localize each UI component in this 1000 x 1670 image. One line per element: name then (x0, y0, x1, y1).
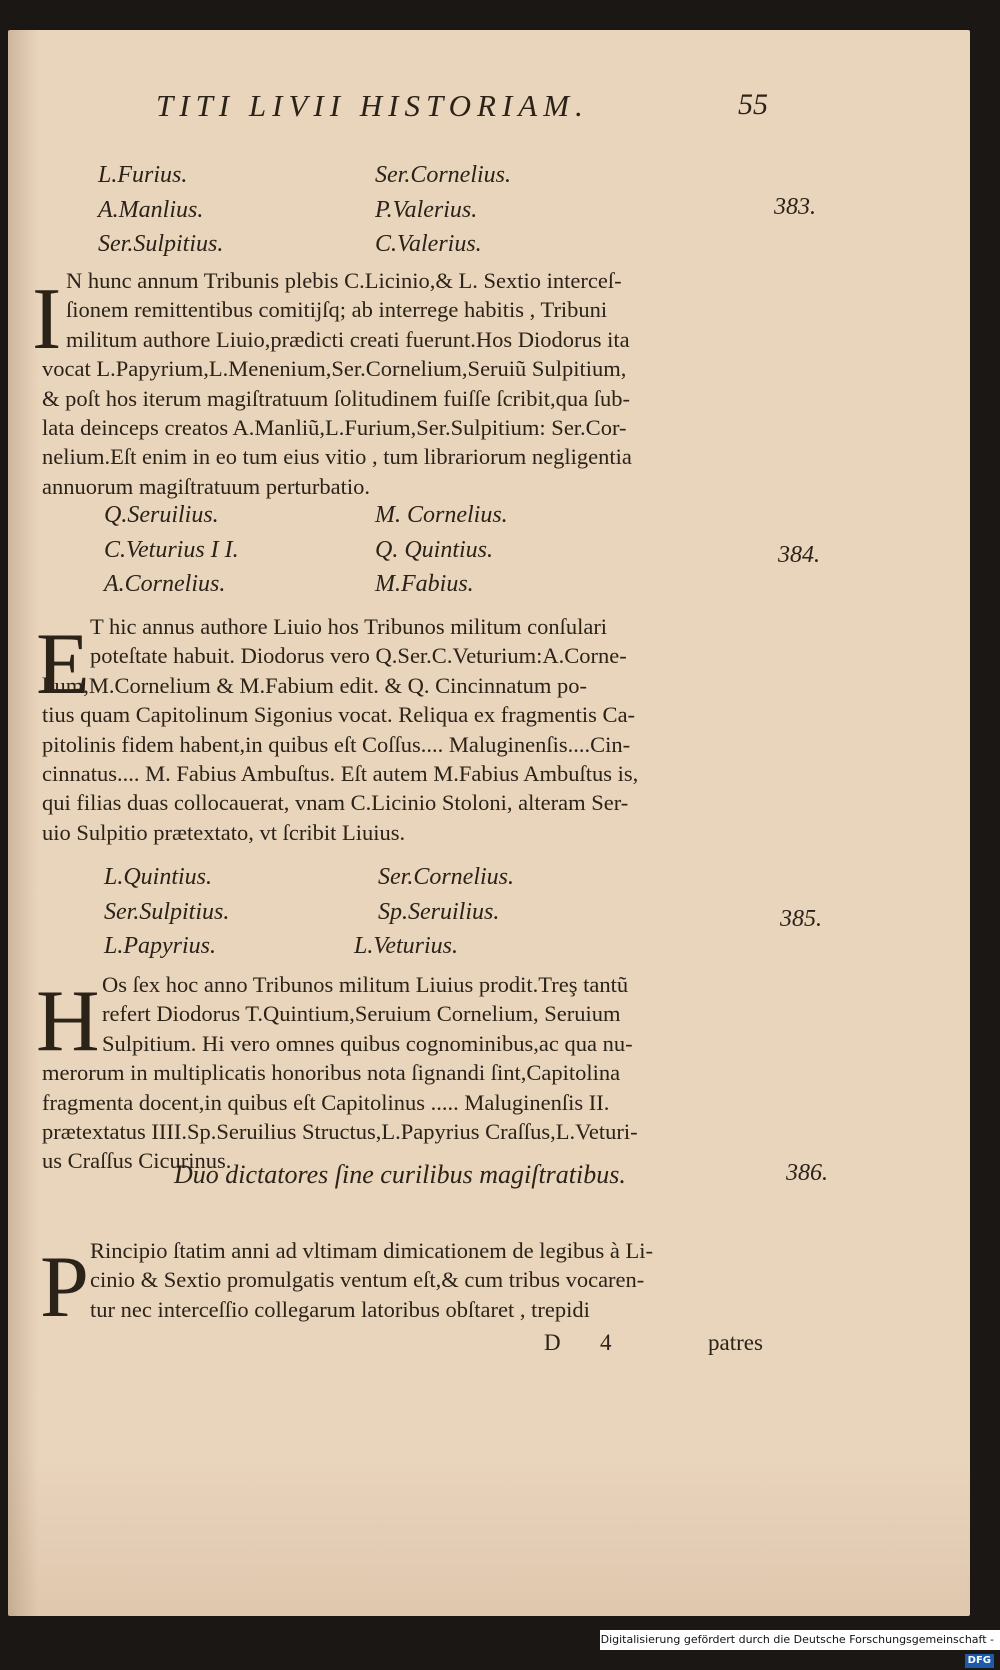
drop-cap: P (40, 1239, 89, 1336)
paragraph-2 (42, 612, 782, 847)
signature-number: 4 (600, 1330, 612, 1355)
text-line: lata deinceps creatos A.Manliũ,L.Furium,Ser.Sulpitium: Ser.Cor- (42, 414, 627, 440)
text-line: merorum in multiplicatis honoribus nota ſignandi ſint,Capitolina (42, 1060, 621, 1086)
text-line: lium,M.Cornelium & M.Fabium edit. & Q. Cincinnatum po- (42, 672, 587, 698)
text-line: N hunc annum Tribunis plebis C.Licinio,& L. Sextio interceſ- (66, 268, 622, 293)
catchword: patres (708, 1330, 763, 1355)
names-right-2 (375, 498, 508, 602)
paragraph-4 (42, 1236, 782, 1324)
names-left-1 (98, 158, 223, 262)
signature-mark: D (544, 1330, 561, 1355)
name-entry: M.Fabius. (375, 571, 474, 597)
text-line: us Craſſus Cicurinus. (42, 1148, 232, 1174)
text-line: Sulpitium. Hi vero omnes quibus cognominibus,ac qua nu- (102, 1030, 633, 1056)
text-line: T hic annus authore Liuio hos Tribunos militum conſulari (90, 614, 608, 639)
name-entry: L.Papyrius. (104, 933, 217, 959)
text-line: fragmenta docent,in quibus eſt Capitolinus ..... Maluginenſis II. (42, 1089, 610, 1115)
drop-cap: I (32, 271, 62, 368)
running-header: TITI LIVII HISTORIAM. (156, 88, 589, 123)
text-line: refert Diodorus T.Quintium,Seruium Cornelium, Seruium (102, 1001, 621, 1027)
text-line: uio Sulpitio prætextato, vt ſcribit Liuius. (42, 819, 406, 845)
name-entry: L.Furius. (98, 162, 188, 188)
footer-text: Digitalisierung gefördert durch die Deutsche Forschungsgemeinschaft - (600, 1633, 994, 1646)
name-entry: C.Valerius. (375, 231, 482, 257)
drop-cap: H (36, 973, 100, 1070)
book-page (8, 30, 970, 1616)
margin-year: 384. (778, 542, 820, 568)
name-entry: A.Cornelius. (104, 571, 226, 597)
text-line: pitolinis fidem habent,in quibus eſt Coſſus.... Maluginenſis....Cin- (42, 731, 631, 757)
text-line: & poſt hos iterum magiſtratuum ſolitudinem fuiſſe ſcribit,qua ſub- (42, 385, 631, 411)
funding-footer (600, 1630, 1000, 1666)
text-line: vocat L.Papyrium,L.Menenium,Ser.Cornelium,Seruiũ Sulpitium, (42, 356, 627, 382)
text-line: Os ſex hoc anno Tribunos militum Liuius prodit.Treş tantũ (102, 972, 629, 997)
text-line: Rincipio ſtatim anni ad vltimam dimicationem de legibus à Li- (90, 1238, 654, 1263)
name-entry: Ser.Cornelius. (375, 162, 512, 188)
text-line: cinio & Sextio promulgatis ventum eſt,& cum tribus vocaren- (90, 1267, 645, 1293)
name-entry: M. Cornelius. (375, 502, 508, 528)
margin-year: 385. (780, 906, 822, 932)
name-entry: L.Veturius. (354, 933, 459, 959)
margin-year: 383. (774, 194, 816, 220)
text-line: cinnatus.... M. Fabius Ambuſtus. Eſt autem M.Fabius Ambuſtus is, (42, 760, 639, 786)
margin-year: 386. (786, 1160, 828, 1186)
text-line: annuorum magiſtratuum perturbatio. (42, 473, 371, 499)
name-entry: Q. Quintius. (375, 536, 494, 563)
name-entry: Ser.Sulpitius. (98, 231, 224, 257)
paragraph-1 (42, 266, 782, 501)
text-line: tur nec interceſſio collegarum latoribus obſtaret , trepidi (90, 1296, 590, 1322)
name-entry: Q.Seruilius. (104, 502, 219, 528)
text-line: nelium.Eſt enim in eo tum eius vitio , tum librariorum negligentia (42, 444, 632, 470)
name-entry: L.Quintius. (104, 864, 213, 890)
text-line: ſionem remittentibus comitijſq; ab interrege habitis , Tribuni (66, 297, 608, 323)
text-line: militum authore Liuio,prædicti creati fuerunt.Hos Diodorus ita (66, 326, 630, 352)
section-heading: Duo dictatores ſine curilibus magiſtratibus. (174, 1160, 626, 1189)
names-right-3 (354, 860, 515, 964)
text-line: qui filias duas collocauerat, vnam C.Licinio Stoloni, alteram Ser- (42, 790, 629, 816)
name-entry: A.Manlius. (98, 196, 204, 223)
paragraph-3 (42, 970, 782, 1176)
names-left-2 (104, 498, 239, 602)
name-entry: C.Veturius I I. (104, 536, 239, 563)
dfg-logo-icon: DFG (965, 1654, 994, 1668)
name-entry: Ser.Sulpitius. (104, 898, 230, 925)
name-entry: Ser.Cornelius. (378, 864, 515, 890)
drop-cap: E (36, 616, 90, 713)
names-left-3 (104, 860, 229, 964)
text-line: poteſtate habuit. Diodorus vero Q.Ser.C.Veturium:A.Corne- (90, 643, 627, 669)
text-line: prætextatus IIII.Sp.Seruilius Structus,L.Papyrius Craſſus,L.Veturi- (42, 1118, 638, 1144)
text-line: tius quam Capitolinum Sigonius vocat. Reliqua ex fragmentis Ca- (42, 702, 636, 728)
name-entry: Sp.Seruilius. (378, 898, 500, 925)
page-number: 55 (738, 88, 768, 121)
name-entry: P.Valerius. (375, 196, 478, 223)
names-right-1 (375, 158, 511, 262)
